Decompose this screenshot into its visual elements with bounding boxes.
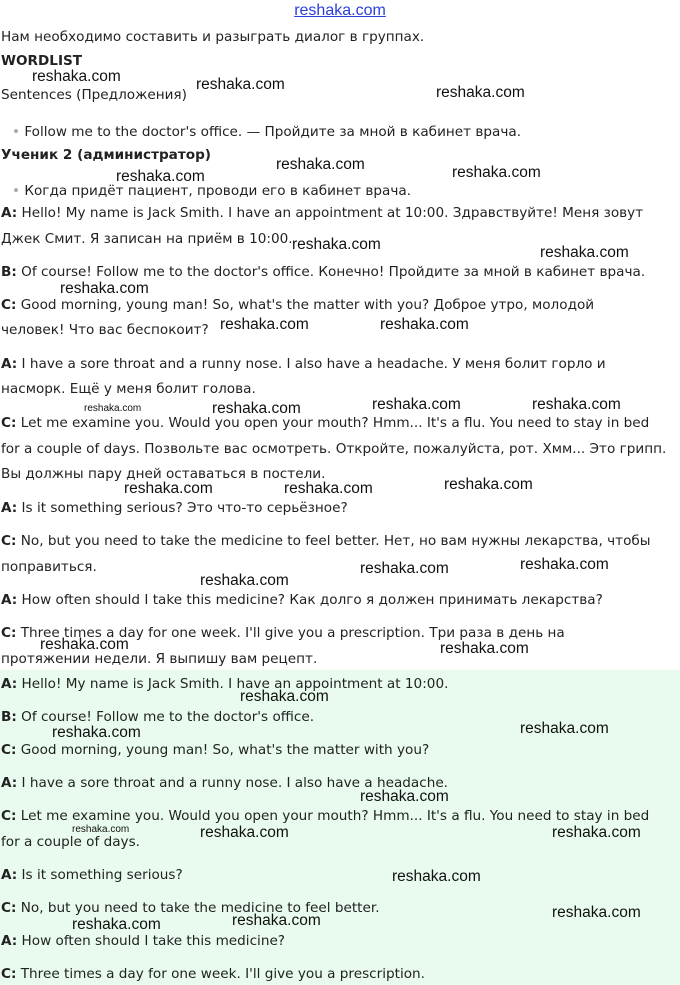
watermark: reshaka.com — [540, 244, 629, 261]
watermark: reshaka.com — [452, 164, 541, 181]
watermark: reshaka.com — [124, 480, 213, 497]
speaker-label: A: — [1, 205, 18, 221]
dialog-text: Let me examine you. Would you open your mouth? Hmm... It's a flu. You need to stay in bed — [20, 415, 650, 431]
watermark: reshaka.com — [200, 824, 289, 841]
dialog-line — [1, 355, 606, 373]
watermark: reshaka.com — [440, 640, 529, 657]
list-item — [12, 123, 521, 141]
watermark: reshaka.com — [232, 912, 321, 929]
speaker-label: C: — [1, 742, 17, 758]
watermark: reshaka.com — [72, 916, 161, 933]
list-item-text: Follow me to the doctor's office. — Пройдите за мной в кабинет врача. — [24, 124, 522, 140]
speaker-label: C: — [1, 297, 17, 313]
watermark: reshaka.com — [444, 476, 533, 493]
speaker-label: A: — [1, 933, 18, 949]
dialog-text: Good morning, young man! So, what's the matter with you? Доброе утро, молодой — [20, 297, 595, 313]
dialog-line — [1, 708, 314, 726]
watermark: reshaka.com — [116, 168, 205, 185]
watermark: reshaka.com — [52, 724, 141, 741]
speaker-label: C: — [1, 966, 17, 982]
watermark: reshaka.com — [196, 76, 285, 93]
dialog-text: Is it something serious? — [21, 867, 183, 883]
speaker-label: B: — [1, 709, 17, 725]
dialog-line — [1, 741, 429, 759]
watermark: reshaka.com — [372, 396, 461, 413]
dialog-line: насморк. Ещё у меня болит голова. — [1, 381, 256, 397]
student2-heading: Ученик 2 (администратор) — [1, 147, 212, 163]
speaker-label: A: — [1, 592, 18, 608]
intro-text: Нам необходимо составить и разыграть диалог в группах. — [1, 29, 425, 45]
list-item-text: Когда придёт пациент, проводи его в кабинет врача. — [24, 183, 412, 199]
watermark: reshaka.com — [360, 560, 449, 577]
speaker-label: C: — [1, 415, 17, 431]
dialog-text: How often should I take this medicine? Как долго я должен принимать лекарства? — [21, 592, 603, 608]
watermark: reshaka.com — [40, 636, 129, 653]
speaker-label: A: — [1, 500, 18, 516]
dialog-line: Вы должны пару дней оставаться в постели. — [1, 466, 326, 482]
watermark: reshaka.com — [276, 156, 365, 173]
dialog-line — [1, 965, 425, 983]
dialog-line — [1, 499, 348, 517]
dialog-text: I have a sore throat and a runny nose. I also have a headache. У меня болит горло и — [21, 356, 606, 372]
dialog-line — [1, 899, 380, 917]
dialog-line: for a couple of days. — [1, 834, 140, 850]
dialog-text: No, but you need to take the medicine to feel better. — [20, 900, 380, 916]
dialog-text: Hello! My name is Jack Smith. I have an appointment at 10:00. Здравствуйте! Меня зовут — [21, 205, 644, 221]
dialog-line — [1, 263, 645, 281]
dialog-text: Let me examine you. Would you open your mouth? Hmm... It's a flu. You need to stay in bed — [20, 808, 650, 824]
dialog-text: How often should I take this medicine? — [21, 933, 286, 949]
dialog-line: протяжении недели. Я выпишу вам рецепт. — [1, 651, 318, 667]
watermark: reshaka.com — [532, 396, 621, 413]
watermark: reshaka.com — [552, 904, 641, 921]
dialog-text: Three times a day for one week. I'll give you a prescription. — [20, 966, 425, 982]
speaker-label: A: — [1, 775, 18, 791]
watermark: reshaka.com — [380, 316, 469, 333]
dialog-line — [1, 932, 285, 950]
dialog-text: No, but you need to take the medicine to feel better. Нет, но вам нужны лекарства, чтобы — [20, 533, 651, 549]
watermark: reshaka.com — [392, 868, 481, 885]
dialog-text: Hello! My name is Jack Smith. I have an appointment at 10:00. — [21, 676, 449, 692]
watermark: reshaka.com — [60, 280, 149, 297]
dialog-line: человек! Что вас беспокоит? — [1, 322, 209, 338]
speaker-label: A: — [1, 676, 18, 692]
watermark: reshaka.com — [520, 556, 609, 573]
watermark: reshaka.com — [436, 84, 525, 101]
watermark: reshaka.com — [32, 68, 121, 85]
dialog-text: Of course! Follow me to the doctor's office. Конечно! Пройдите за мной в кабинет врача. — [21, 264, 646, 280]
dialog-line — [1, 296, 594, 314]
dialog-line — [1, 532, 651, 550]
dialog-line: Джек Смит. Я записан на приём в 10:00. — [1, 231, 293, 247]
list-item — [12, 182, 411, 200]
watermark: reshaka.com — [240, 688, 329, 705]
dialog-line: поправиться. — [1, 559, 97, 575]
speaker-label: C: — [1, 808, 17, 824]
watermark: reshaka.com — [284, 480, 373, 497]
speaker-label: C: — [1, 533, 17, 549]
dialog-line — [1, 591, 603, 609]
speaker-label: A: — [1, 867, 18, 883]
watermark: reshaka.com — [212, 400, 301, 417]
watermark: reshaka.com — [552, 824, 641, 841]
dialog-text: Is it something serious? Это что-то серьёзное? — [21, 500, 348, 516]
dialog-text: Three times a day for one week. I'll give you a prescription. Три раза в день на — [20, 625, 565, 641]
watermark: reshaka.com — [72, 824, 130, 835]
speaker-label: C: — [1, 900, 17, 916]
speaker-label: A: — [1, 356, 18, 372]
dialog-text: I have a sore throat and a runny nose. I also have a headache. — [21, 775, 449, 791]
dialog-line — [1, 204, 643, 222]
site-link[interactable]: reshaka.com — [294, 2, 386, 19]
wordlist-heading: WORDLIST — [1, 53, 83, 69]
dialog-text: Good morning, young man! So, what's the matter with you? — [20, 742, 430, 758]
watermark: reshaka.com — [292, 236, 381, 253]
dialog-text: Of course! Follow me to the doctor's office. — [21, 709, 315, 725]
dialog-line: for a couple of days. Позвольте вас осмотреть. Откройте, пожалуйста, рот. Хмм... Это грипп. — [1, 441, 667, 457]
watermark: reshaka.com — [84, 403, 142, 414]
speaker-label: C: — [1, 625, 17, 641]
sentences-label: Sentences (Предложения) — [1, 87, 187, 103]
dialog-line — [1, 675, 448, 693]
watermark: reshaka.com — [220, 316, 309, 333]
bullet-icon: • — [12, 183, 25, 199]
watermark: reshaka.com — [520, 720, 609, 737]
dialog-line — [1, 866, 183, 884]
watermark: reshaka.com — [200, 572, 289, 589]
speaker-label: B: — [1, 264, 17, 280]
watermark: reshaka.com — [360, 788, 449, 805]
bullet-icon: • — [12, 124, 25, 140]
